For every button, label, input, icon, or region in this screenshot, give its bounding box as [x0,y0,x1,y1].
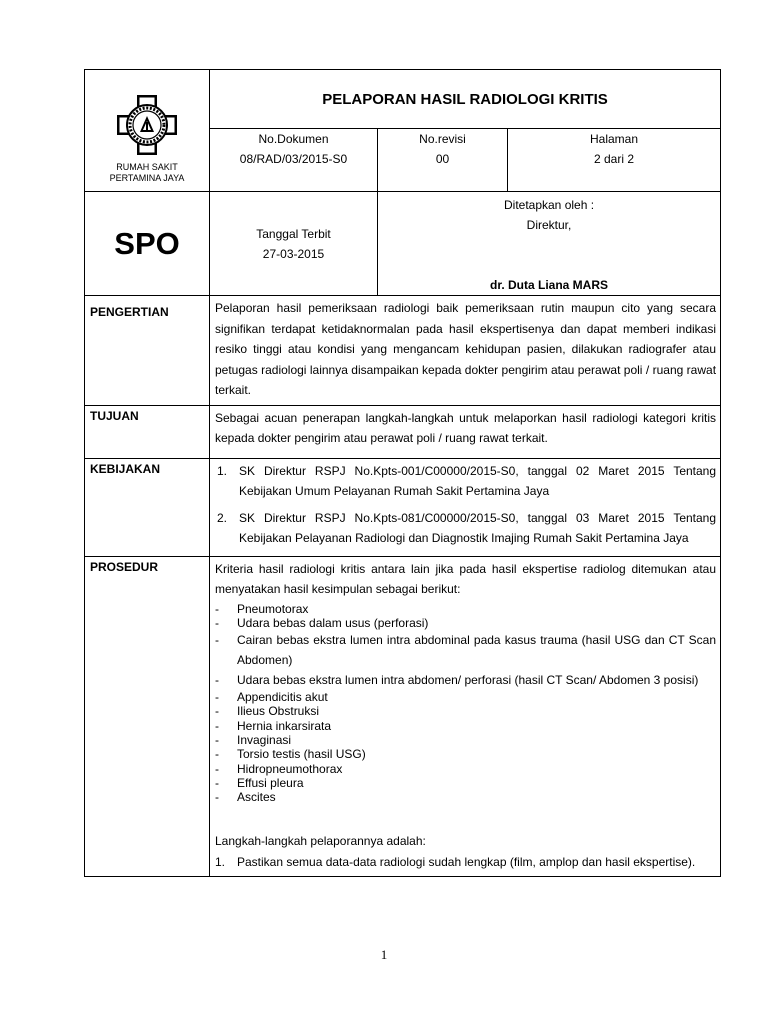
no-dokumen-cell [210,129,378,192]
prosedur-label: PROSEDUR [85,556,210,877]
pengertian-text: Pelaporan hasil pemeriksaan radiologi baik pemeriksaan rutin maupun cito yang secara signifikan terdapat ketidaknormalan pada hasil ekspertisenya dan dapat memberi indikasi resiko tinggi atau kondisi yang mengancam kehidupan pasien, dilakukan radiografer atau petugas radiologi lainnya disampaikan kepada dokter pengirim atau perawat poli / ruang rawat terkait. [210,296,721,406]
hospital-logo-icon [116,94,178,156]
pengertian-label: PENGERTIAN [85,296,210,406]
spo-label: SPO [85,192,210,296]
list-item: - Appendicitis akut [215,690,328,705]
no-dokumen-value: 08/RAD/03/2015-S0 [239,152,348,166]
criteria-list [215,602,716,805]
kebijakan-label: KEBIJAKAN [85,458,210,556]
list-item: - Torsio testis (hasil USG) [215,747,366,762]
tanggal-terbit-label: Tanggal Terbit [256,226,331,241]
hospital-name-line1: RUMAH SAKIT [116,161,178,172]
prosedur-content [210,556,721,877]
no-revisi-label: No.revisi [419,132,466,146]
direktur-label: Direktur, [526,218,572,232]
prosedur-intro: Kriteria hasil radiologi kritis antara lain jika pada hasil ekspertise radiolog ditemukan atau menyatakan hasil kesimpulan sebagai berikut: [215,561,717,596]
signatory-name: dr. Duta Liana MARS [490,278,609,292]
kebijakan-content [210,458,721,556]
list-item: - Hidropneumothorax [215,761,343,776]
list-item: - Invaginasi [215,732,292,747]
ditetapkan-label: Ditetapkan oleh : [503,198,595,212]
steps-intro: Langkah-langkah pelaporannya adalah: [215,834,426,849]
list-item: - Ilieus Obstruksi [215,704,320,719]
hospital-name-line2: PERTAMINA JAYA [109,172,185,183]
list-item: - Udara bebas ekstra lumen intra abdomen/ perforasi (hasil CT Scan/ Abdomen 3 posisi) [215,673,699,688]
tanggal-terbit-cell [210,192,378,296]
list-item: - Effusi pleura [215,775,304,790]
halaman-cell [508,129,721,192]
tujuan-text: Sebagai acuan penerapan langkah-langkah untuk melaporkan hasil radiologi kategori kritis kepada dokter pengirim atau perawat poli / ruang rawat terkait. [210,405,721,458]
no-dokumen-label: No.Dokumen [258,132,329,146]
document-title: PELAPORAN HASIL RADIOLOGI KRITIS [210,70,721,129]
list-item: - Pneumotorax [215,601,309,616]
list-item: - Ascites [215,790,276,805]
kebijakan-list [217,461,716,549]
list-item: - Hernia inkarsirata [215,718,332,733]
steps-list [215,852,716,873]
list-item: - Cairan bebas ekstra lumen intra abdominal pada kasus trauma (hasil USG dan CT Scan Abdomen) [215,633,717,668]
spo-document-table [84,69,721,877]
halaman-label: Halaman [590,132,639,146]
page-number: 1 [380,947,388,962]
hospital-logo-cell [85,70,210,192]
no-revisi-value: 00 [435,152,450,166]
halaman-value: 2 dari 2 [594,152,635,166]
no-revisi-cell [378,129,508,192]
list-item: 2. SK Direktur RSPJ No.Kpts-081/C00000/2015-S0, tanggal 03 Maret 2015 Tentang Kebijakan Pelayanan Radiologi dan Diagnostik Imajing Rumah Sakit Pertamina Jaya [217,510,717,545]
list-item: - Udara bebas dalam usus (perforasi) [215,615,429,630]
approval-cell [378,192,721,296]
list-item: 1. SK Direktur RSPJ No.Kpts-001/C00000/2015-S0, tanggal 02 Maret 2015 Tentang Kebijakan Umum Pelayanan Rumah Sakit Pertamina Jaya [217,463,717,498]
tujuan-label: TUJUAN [85,405,210,458]
tanggal-terbit-value: 27-03-2015 [262,246,325,261]
list-item: 1. Pastikan semua data-data radiologi sudah lengkap (film, amplop dan hasil ekspertise). [215,854,696,869]
